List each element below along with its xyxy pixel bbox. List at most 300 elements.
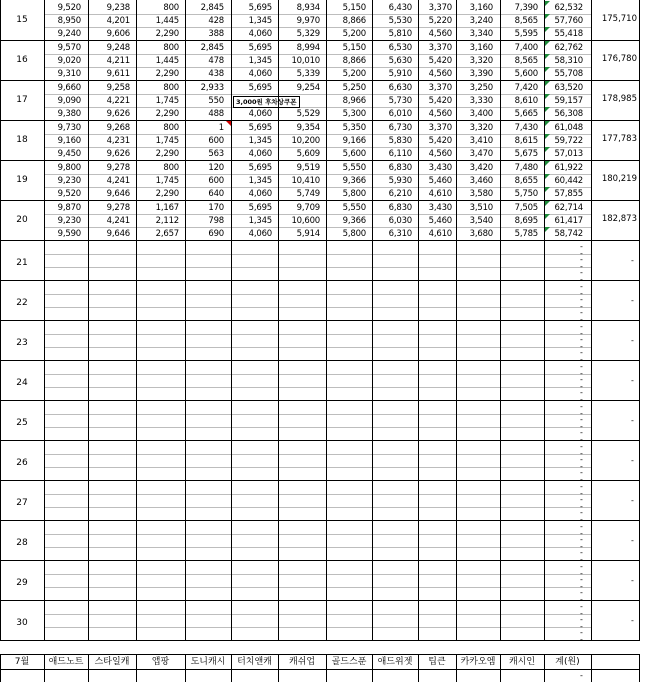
table-cell[interactable]: 8,615 [514, 136, 538, 146]
table-cell[interactable]: 1 [218, 123, 224, 133]
table-cell[interactable]: 7,505 [514, 203, 538, 213]
table-cell[interactable]: 7,400 [514, 43, 538, 53]
table-cell[interactable]: 5,600 [514, 69, 538, 79]
table-cell[interactable]: 4,060 [248, 189, 272, 199]
empty-total: - [631, 456, 634, 465]
table-cell[interactable]: 5,600 [342, 149, 366, 159]
table-cell[interactable]: 5,250 [342, 83, 366, 93]
row-divider [44, 254, 591, 255]
table-cell[interactable]: 63,520 [554, 83, 583, 93]
table-cell[interactable]: 3,320 [469, 56, 493, 66]
table-cell[interactable]: 4,241 [106, 176, 130, 186]
table-cell[interactable]: 8,950 [57, 16, 81, 26]
empty-value: - [580, 621, 583, 631]
table-cell[interactable]: 1,345 [248, 136, 272, 146]
table-cell[interactable]: 2,290 [155, 189, 179, 199]
table-cell[interactable]: 8,994 [296, 43, 320, 53]
table-cell[interactable]: 4,211 [106, 56, 130, 66]
table-cell[interactable]: 5,300 [342, 109, 366, 119]
table-cell[interactable]: 9,020 [57, 56, 81, 66]
table-cell[interactable]: 5,329 [296, 29, 320, 39]
table-cell[interactable]: 5,530 [388, 16, 412, 26]
green-marker-icon [545, 121, 550, 126]
table-cell[interactable]: 7,430 [514, 123, 538, 133]
table-cell[interactable]: 5,200 [342, 29, 366, 39]
table-cell[interactable]: 8,966 [342, 96, 366, 106]
table-cell[interactable]: 6,430 [388, 3, 412, 13]
table-cell[interactable]: 2,290 [155, 29, 179, 39]
empty-value: - [580, 242, 583, 251]
column-divider [591, 0, 592, 640]
table-cell[interactable]: 5,220 [428, 16, 452, 26]
table-cell[interactable]: 3,160 [469, 43, 493, 53]
table-cell[interactable]: 8,695 [514, 216, 538, 226]
table-cell[interactable]: 9,366 [342, 176, 366, 186]
row-divider [44, 307, 591, 308]
table-cell[interactable]: 2,290 [155, 69, 179, 79]
table-cell[interactable]: 428 [208, 16, 224, 26]
table-cell[interactable]: 56,308 [554, 109, 583, 119]
table-cell[interactable]: 1,345 [248, 56, 272, 66]
comment-note[interactable]: 3,000원 후차상쿠폰 [233, 96, 300, 108]
table-cell[interactable]: 5,695 [248, 203, 272, 213]
empty-value: - [580, 288, 583, 298]
table-cell[interactable]: 6,830 [388, 163, 412, 173]
empty-total: - [631, 536, 634, 545]
table-cell[interactable]: 1,167 [155, 203, 179, 213]
column-divider [418, 654, 419, 682]
day-label: 16 [16, 55, 28, 65]
table-cell[interactable]: 5,630 [388, 56, 412, 66]
table-cell[interactable]: 3,430 [428, 163, 452, 173]
row-divider [44, 334, 591, 335]
table-cell[interactable]: 7,390 [514, 3, 538, 13]
empty-value: - [580, 282, 583, 291]
empty-value: - [580, 608, 583, 618]
table-cell[interactable]: 9,090 [57, 96, 81, 106]
table-cell[interactable]: 9,520 [57, 3, 81, 13]
table-cell[interactable]: 6,730 [388, 123, 412, 133]
table-cell[interactable]: 800 [163, 123, 179, 133]
table-cell[interactable]: 690 [208, 229, 224, 239]
empty-value: - [580, 261, 583, 271]
row-divider [44, 494, 591, 495]
table-cell[interactable]: 9,258 [106, 83, 130, 93]
table-cell[interactable]: 8,934 [296, 3, 320, 13]
table-cell[interactable]: 563 [208, 149, 224, 159]
table-cell[interactable]: 3,370 [428, 43, 452, 53]
table-cell[interactable]: 170 [208, 203, 224, 213]
table-cell[interactable]: 7,480 [514, 163, 538, 173]
table-cell[interactable]: 388 [208, 29, 224, 39]
empty-value: - [580, 615, 583, 624]
table-cell[interactable]: 5,350 [342, 123, 366, 133]
table-cell[interactable]: 9,970 [296, 16, 320, 26]
column-divider [326, 654, 327, 682]
day-label: 17 [16, 95, 28, 105]
table-cell[interactable]: 3,320 [469, 123, 493, 133]
table-cell[interactable]: 9,611 [106, 69, 130, 79]
table-cell[interactable]: 5,695 [248, 83, 272, 93]
table-cell[interactable]: 5,420 [428, 56, 452, 66]
table-cell[interactable]: 3,330 [469, 96, 493, 106]
table-cell[interactable]: 57,855 [554, 189, 583, 199]
table-cell[interactable]: 8,866 [342, 56, 366, 66]
table-cell[interactable]: 3,250 [469, 83, 493, 93]
table-cell[interactable]: 2,112 [155, 216, 179, 226]
empty-value: - [580, 671, 583, 680]
day-label: 18 [16, 135, 28, 145]
table-cell[interactable]: 5,695 [248, 163, 272, 173]
table-cell[interactable]: 488 [208, 109, 224, 119]
table-cell[interactable]: 5,730 [388, 96, 412, 106]
table-cell[interactable]: 9,278 [106, 163, 130, 173]
table-cell[interactable]: 1,445 [155, 16, 179, 26]
empty-value: - [580, 508, 583, 517]
table-cell[interactable]: 9,590 [57, 229, 81, 239]
table-cell[interactable]: 5,200 [342, 69, 366, 79]
table-cell[interactable]: 9,240 [57, 29, 81, 39]
column-divider [185, 654, 186, 682]
table-cell[interactable]: 4,241 [106, 216, 130, 226]
column-divider [136, 654, 137, 682]
day-label: 30 [16, 618, 28, 628]
table-cell[interactable]: 5,695 [248, 123, 272, 133]
table-cell[interactable]: 61,048 [554, 123, 583, 133]
table-cell[interactable]: 9,730 [57, 123, 81, 133]
table-cell[interactable]: 5,665 [514, 109, 538, 119]
green-marker-icon [545, 214, 550, 219]
table-cell[interactable]: 5,460 [428, 176, 452, 186]
column-divider [372, 0, 373, 640]
table-cell[interactable]: 6,210 [388, 189, 412, 199]
table-cell[interactable]: 61,417 [554, 216, 583, 226]
day-label: 29 [16, 578, 28, 588]
empty-value: - [580, 634, 583, 644]
table-cell[interactable]: 5,150 [342, 43, 366, 53]
row-divider [44, 174, 591, 175]
table-cell[interactable]: 55,418 [554, 29, 583, 39]
empty-value: - [580, 268, 583, 277]
column-header: 애드노트 [48, 657, 84, 667]
table-cell[interactable]: 57,013 [554, 149, 583, 159]
table-cell[interactable]: 3,540 [469, 216, 493, 226]
table-cell[interactable]: 1,745 [155, 176, 179, 186]
empty-value: - [580, 308, 583, 317]
table-cell[interactable]: 9,606 [106, 29, 130, 39]
table-cell[interactable]: 5,695 [248, 3, 272, 13]
table-cell[interactable]: 9,520 [57, 189, 81, 199]
column-header: 스타일캐 [94, 657, 130, 667]
table-cell[interactable]: 5,910 [388, 69, 412, 79]
table-cell[interactable]: 4,610 [428, 189, 452, 199]
table-cell[interactable]: 2,845 [200, 3, 224, 13]
table-cell[interactable]: 4,610 [428, 229, 452, 239]
table-cell[interactable]: 9,870 [57, 203, 81, 213]
table-cell[interactable]: 4,060 [248, 229, 272, 239]
green-marker-icon [545, 201, 550, 206]
table-cell[interactable]: 9,238 [106, 3, 130, 13]
column-header: 카카오엠 [460, 657, 496, 667]
table-cell[interactable]: 5,810 [388, 29, 412, 39]
table-cell[interactable]: 5,420 [428, 136, 452, 146]
table-cell[interactable]: 5,550 [342, 203, 366, 213]
table-cell[interactable]: 8,655 [514, 176, 538, 186]
table-cell[interactable]: 3,680 [469, 229, 493, 239]
empty-value: - [580, 408, 583, 418]
table-cell[interactable]: 8,565 [514, 56, 538, 66]
table-cell[interactable]: 62,762 [554, 43, 583, 53]
table-cell[interactable]: 4,560 [428, 29, 452, 39]
column-divider [231, 654, 232, 682]
table-cell[interactable]: 6,110 [388, 149, 412, 159]
table-cell[interactable]: 9,230 [57, 176, 81, 186]
table-cell[interactable]: 1,345 [248, 176, 272, 186]
table-cell[interactable]: 10,010 [291, 56, 320, 66]
table-cell[interactable]: 9,646 [106, 229, 130, 239]
table-cell[interactable]: 4,560 [428, 149, 452, 159]
day-label: 23 [16, 338, 28, 348]
table-cell[interactable]: 9,366 [342, 216, 366, 226]
table-cell[interactable]: 62,532 [554, 3, 583, 13]
table-cell[interactable]: 120 [208, 163, 224, 173]
table-cell[interactable]: 438 [208, 69, 224, 79]
table-cell[interactable]: 5,420 [428, 96, 452, 106]
table-cell[interactable]: 800 [163, 3, 179, 13]
table-cell[interactable]: 10,200 [291, 136, 320, 146]
table-cell[interactable]: 2,657 [155, 229, 179, 239]
table-cell[interactable]: 3,370 [428, 3, 452, 13]
table-cell[interactable]: 800 [163, 83, 179, 93]
column-header: 캐시인 [508, 657, 536, 667]
table-cell[interactable]: 1,345 [248, 216, 272, 226]
table-cell[interactable]: 8,610 [514, 96, 538, 106]
table-cell[interactable]: 9,626 [106, 109, 130, 119]
table-cell[interactable]: 3,370 [428, 83, 452, 93]
table-cell[interactable]: 9,354 [296, 123, 320, 133]
table-cell[interactable]: 9,248 [106, 43, 130, 53]
green-marker-icon [545, 134, 550, 139]
empty-total: - [631, 296, 634, 305]
table-cell[interactable]: 4,060 [248, 69, 272, 79]
empty-value: - [580, 468, 583, 477]
table-cell[interactable]: 2,845 [200, 43, 224, 53]
empty-total: - [631, 256, 634, 265]
table-cell[interactable]: 9,660 [57, 83, 81, 93]
table-cell[interactable]: 4,060 [248, 29, 272, 39]
table-cell[interactable]: 9,166 [342, 136, 366, 146]
table-cell[interactable]: 640 [208, 189, 224, 199]
table-cell[interactable]: 3,340 [469, 29, 493, 39]
table-cell[interactable]: 4,201 [106, 16, 130, 26]
table-cell[interactable]: 5,675 [514, 149, 538, 159]
table-cell[interactable]: 5,339 [296, 69, 320, 79]
table-cell[interactable]: 6,030 [388, 216, 412, 226]
empty-value: - [580, 501, 583, 511]
day-total: 178,985 [601, 94, 637, 104]
column-divider [418, 0, 419, 640]
table-cell[interactable]: 59,722 [554, 136, 583, 146]
table-cell[interactable]: 5,150 [342, 3, 366, 13]
table-cell[interactable]: 4,221 [106, 96, 130, 106]
table-cell[interactable]: 9,380 [57, 109, 81, 119]
day-total: 175,710 [601, 14, 637, 24]
table-cell[interactable]: 9,450 [57, 149, 81, 159]
table-cell[interactable]: 3,510 [469, 203, 493, 213]
day-total: 176,780 [601, 54, 637, 64]
table-cell[interactable]: 5,800 [342, 229, 366, 239]
table-cell[interactable]: 9,646 [106, 189, 130, 199]
table-cell[interactable]: 600 [208, 176, 224, 186]
row-divider [44, 414, 591, 415]
row-divider [44, 294, 591, 295]
block-border [0, 640, 640, 641]
table-cell[interactable]: 3,470 [469, 149, 493, 159]
table-cell[interactable]: 3,160 [469, 3, 493, 13]
row-divider [44, 574, 591, 575]
empty-value: - [580, 248, 583, 258]
table-cell[interactable]: 5,609 [296, 149, 320, 159]
table-cell[interactable]: 10,410 [291, 176, 320, 186]
row-divider [44, 507, 591, 508]
empty-value: - [580, 314, 583, 324]
table-cell[interactable]: 3,420 [469, 163, 493, 173]
table-cell[interactable]: 800 [163, 163, 179, 173]
empty-value: - [580, 402, 583, 411]
table-cell[interactable]: 798 [208, 216, 224, 226]
table-cell[interactable]: 9,570 [57, 43, 81, 53]
table-cell[interactable]: 3,580 [469, 189, 493, 199]
column-divider [456, 654, 457, 682]
table-cell[interactable]: 60,442 [554, 176, 583, 186]
table-cell[interactable]: 8,866 [342, 16, 366, 26]
table-cell[interactable]: 9,268 [106, 123, 130, 133]
table-cell[interactable]: 800 [163, 43, 179, 53]
table-cell[interactable]: 550 [208, 96, 224, 106]
table-cell[interactable]: 58,742 [554, 229, 583, 239]
table-cell[interactable]: 3,370 [428, 123, 452, 133]
table-cell[interactable]: 9,626 [106, 149, 130, 159]
table-cell[interactable]: 6,630 [388, 83, 412, 93]
table-cell[interactable]: 5,914 [296, 229, 320, 239]
table-cell[interactable]: 9,230 [57, 216, 81, 226]
table-cell[interactable]: 5,460 [428, 216, 452, 226]
row-divider [44, 374, 591, 375]
column-divider [372, 654, 373, 682]
empty-total: - [631, 336, 634, 345]
table-cell[interactable]: 61,922 [554, 163, 583, 173]
empty-value: - [580, 274, 583, 284]
row-divider [44, 147, 591, 148]
table-cell[interactable]: 5,830 [388, 136, 412, 146]
green-marker-icon [545, 161, 550, 166]
table-cell[interactable]: 10,600 [291, 216, 320, 226]
table-cell[interactable]: 58,310 [554, 56, 583, 66]
table-cell[interactable]: 1,745 [155, 136, 179, 146]
table-cell[interactable]: 9,519 [296, 163, 320, 173]
empty-value: - [580, 322, 583, 331]
column-divider [500, 654, 501, 682]
empty-value: - [580, 541, 583, 551]
row-divider [44, 214, 591, 215]
table-cell[interactable]: 3,400 [469, 109, 493, 119]
table-cell[interactable]: 3,240 [469, 16, 493, 26]
table-cell[interactable]: 6,530 [388, 43, 412, 53]
table-cell[interactable]: 2,290 [155, 109, 179, 119]
table-cell[interactable]: 9,800 [57, 163, 81, 173]
day-label: 26 [16, 458, 28, 468]
table-cell[interactable]: 59,157 [554, 96, 583, 106]
table-cell[interactable]: 6,830 [388, 203, 412, 213]
empty-value: - [580, 482, 583, 491]
table-cell[interactable]: 9,254 [296, 83, 320, 93]
table-cell[interactable]: 3,430 [428, 203, 452, 213]
table-cell[interactable]: 7,420 [514, 83, 538, 93]
table-cell[interactable]: 4,060 [248, 149, 272, 159]
table-cell[interactable]: 1,445 [155, 56, 179, 66]
table-cell[interactable]: 9,160 [57, 136, 81, 146]
column-header: 골드스푼 [331, 657, 367, 667]
table-cell[interactable]: 478 [208, 56, 224, 66]
table-cell[interactable]: 4,560 [428, 69, 452, 79]
table-cell[interactable]: 5,595 [514, 29, 538, 39]
table-cell[interactable]: 3,410 [469, 136, 493, 146]
table-cell[interactable]: 3,460 [469, 176, 493, 186]
table-cell[interactable]: 2,290 [155, 149, 179, 159]
table-cell[interactable]: 6,010 [388, 109, 412, 119]
column-divider [326, 0, 327, 640]
table-cell[interactable]: 1,345 [248, 16, 272, 26]
column-divider [278, 654, 279, 682]
table-cell[interactable]: 9,310 [57, 69, 81, 79]
table-cell[interactable]: 8,565 [514, 16, 538, 26]
empty-value: - [580, 548, 583, 557]
table-cell[interactable]: 57,760 [554, 16, 583, 26]
column-header: 캐쉬업 [288, 657, 316, 667]
day-label: 21 [16, 258, 28, 268]
table-cell[interactable]: 4,060 [248, 109, 272, 119]
table-cell[interactable]: 6,310 [388, 229, 412, 239]
table-cell[interactable]: 5,785 [514, 229, 538, 239]
table-cell[interactable]: 5,749 [296, 189, 320, 199]
month-label: 7월 [14, 657, 30, 667]
table-cell[interactable]: 5,800 [342, 189, 366, 199]
green-marker-icon [545, 147, 550, 152]
table-cell[interactable]: 55,708 [554, 69, 583, 79]
row-divider [44, 227, 591, 228]
table-cell[interactable]: 1,745 [155, 96, 179, 106]
empty-value: - [580, 594, 583, 604]
table-cell[interactable]: 5,529 [296, 109, 320, 119]
row-divider [44, 67, 591, 68]
table-cell[interactable]: 9,278 [106, 203, 130, 213]
column-divider [88, 0, 89, 640]
table-cell[interactable]: 5,695 [248, 43, 272, 53]
table-cell[interactable]: 5,550 [342, 163, 366, 173]
table-cell[interactable]: 3,390 [469, 69, 493, 79]
table-cell[interactable]: 9,709 [296, 203, 320, 213]
table-cell[interactable]: 4,560 [428, 109, 452, 119]
table-cell[interactable]: 4,231 [106, 136, 130, 146]
day-label: 24 [16, 378, 28, 388]
column-divider [231, 0, 232, 640]
table-cell[interactable]: 62,714 [554, 203, 583, 213]
table-cell[interactable]: 5,750 [514, 189, 538, 199]
table-cell[interactable]: 2,933 [200, 83, 224, 93]
table-cell[interactable]: 5,930 [388, 176, 412, 186]
day-total: 182,873 [601, 214, 637, 224]
table-cell[interactable]: 600 [208, 136, 224, 146]
